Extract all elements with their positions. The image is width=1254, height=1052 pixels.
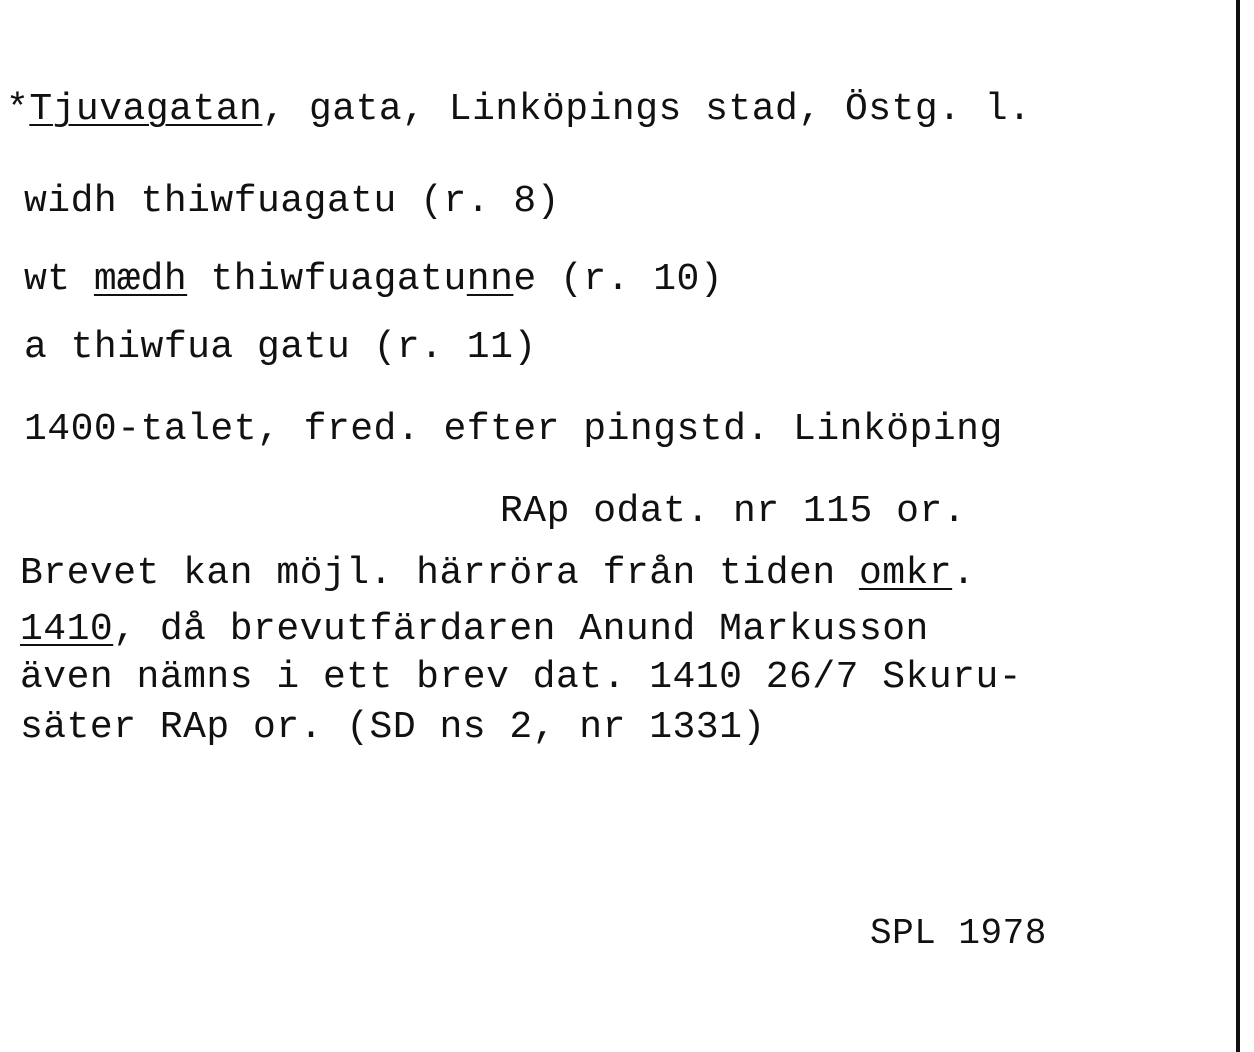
- card-heading: [6, 88, 1031, 132]
- underlined-letters: nn: [466, 258, 514, 301]
- underlined-year: 1410: [20, 608, 114, 651]
- comment-line-2: 1410, då brevutfärdaren Anund Markusson: [20, 608, 929, 651]
- form-line-2: wt mædh thiwfuagatunne (r. 10): [24, 258, 724, 301]
- comment-line-3: även nämns i ett brev dat. 1410 26/7 Skuru-: [20, 656, 1023, 699]
- signature: SPL 1978: [870, 913, 1047, 954]
- form-line-1: widh thiwfuagatu (r. 8): [24, 180, 560, 223]
- asterisk-mark: *: [6, 88, 30, 131]
- underlined-word: mædh: [93, 258, 188, 301]
- comment-line-1: Brevet kan möjl. härröra från tiden omkr.: [20, 552, 976, 595]
- form-line-3: a thiwfua gatu (r. 11): [24, 326, 537, 369]
- comment-line-4: säter RAp or. (SD ns 2, nr 1331): [20, 706, 766, 749]
- source-line-1: 1400-talet, fred. efter pingstd. Linköping: [24, 408, 1003, 451]
- underlined-abbrev: omkr: [858, 552, 953, 595]
- card-right-edge: [1236, 0, 1240, 1052]
- headword: Tjuvagatan: [29, 88, 263, 131]
- heading-details: , gata, Linköpings stad, Östg. l.: [262, 88, 1032, 131]
- source-line-2: RAp odat. nr 115 or.: [500, 490, 967, 533]
